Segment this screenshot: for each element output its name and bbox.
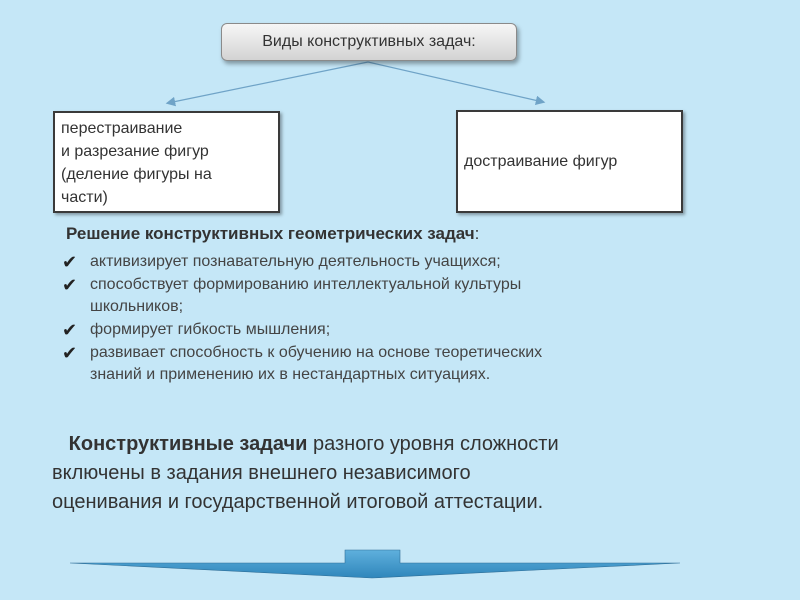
list-item-text: развивает способность к обучению на основе теоретических [90, 344, 543, 361]
summary-line1: разного уровня сложности [307, 433, 559, 455]
box-left-line: и разрезание фигур [61, 143, 209, 160]
list-item [62, 319, 682, 341]
benefits-list [62, 251, 682, 387]
arrow-to-left-box [168, 62, 368, 103]
list-item-text: знаний и применению их в нестандартных ситуациях. [90, 366, 491, 383]
box-completing-figures [456, 110, 683, 213]
box-left-line: перестраивание [61, 120, 183, 137]
list-item-text: формирует гибкость мышления; [90, 321, 331, 338]
list-item [62, 342, 682, 386]
title-text: Виды конструктивных задач: [262, 33, 476, 50]
list-item-text: способствует формированию интеллектуальной культуры [90, 276, 522, 293]
title-box [221, 23, 517, 61]
list-item-text: активизирует познавательную деятельность учащихся; [90, 253, 501, 270]
box-left-line: (деление фигуры на [61, 166, 212, 183]
arrow-to-right-box [368, 62, 543, 102]
checkmark-icon: ✔ [62, 343, 78, 363]
box-left-line: части) [61, 189, 108, 206]
checkmark-icon: ✔ [62, 252, 78, 272]
bottom-arrow [70, 550, 680, 578]
checkmark-icon: ✔ [62, 275, 78, 295]
list-item-text: школьников; [90, 298, 184, 315]
checkmark-icon: ✔ [62, 320, 78, 340]
section-heading [66, 224, 479, 244]
heading-colon: : [474, 224, 480, 243]
summary-bold: Конструктивные задачи [68, 433, 308, 455]
summary-line2: включены в задания внешнего независимого [52, 462, 471, 484]
summary-paragraph [52, 430, 732, 517]
summary-line3: оценивания и государственной итоговой аттестации. [52, 491, 544, 513]
list-item [62, 274, 682, 318]
box-rearranging-cutting [53, 111, 280, 213]
list-item [62, 251, 682, 273]
box-right-text: достраивание фигур [464, 153, 618, 170]
heading-text: Решение конструктивных геометрических задач [66, 224, 475, 243]
